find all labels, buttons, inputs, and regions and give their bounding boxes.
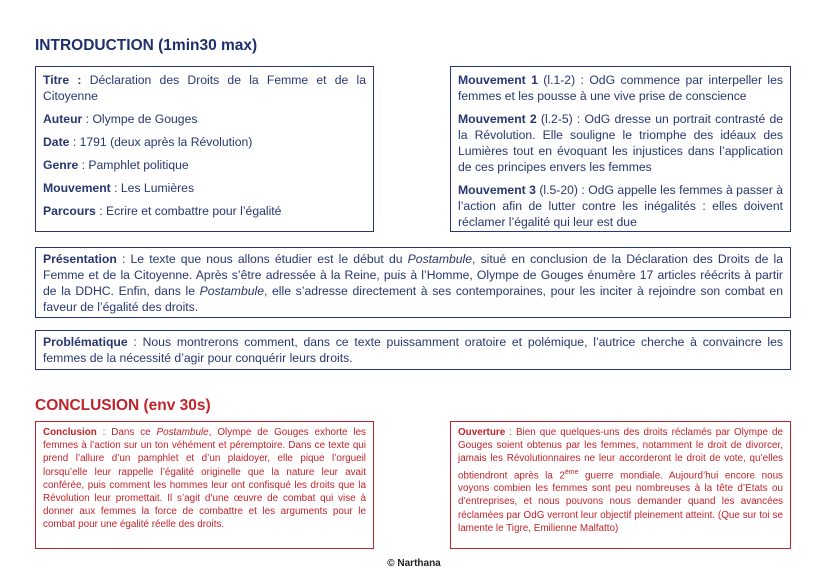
footer-credit: © Narthana [387,558,441,569]
introduction-heading: INTRODUCTION (1min30 max) [35,37,258,54]
date-label: Date [43,135,70,149]
conclusion-label: Conclusion [43,427,97,438]
problematique-box [35,330,791,370]
ouverture-sup: ème [564,468,579,476]
presentation-italic-2: Postambule [199,284,264,298]
genre-label: Genre [43,158,79,172]
mouvement-line [43,180,366,196]
parcours-line [43,203,366,219]
conclusion-text-2: , Olympe de Gouges exhorte les femmes à l’action sur un ton véhément et péremptoire. Dans ce texte qui prend l’allure d’un pamphlet et d’un plaidoyer, elle pique l’orgueil lorsqu’elle leur rappelle l’égalité originelle que la nature leur avait conférée, puis comment les hommes leur ont confisqué les droits que la Révolution leur promettait. Il s’agit d’une œuvre de combat qui vise à donner aux femmes la force de combattre et les arguments pour le combat pour une égalité réelle des droits. [43,427,366,531]
movement-2 [458,111,783,175]
titre-value: Déclaration des Droits de la Femme et de la Citoyenne [43,73,367,103]
movement-3-text: (l.5-20) : OdG appelle les femmes à passer à l’action afin de lutter contre les inégalités : elles doivent réclamer l’égalité qui leur est due [458,183,783,229]
presentation-text-1: : Le texte que nous allons étudier est le début du [116,252,408,266]
movement-3 [458,182,783,230]
date-line [43,134,366,150]
work-info-box [35,66,374,232]
parcours-value: : Ecrire et combattre pour l’égalité [99,204,282,218]
problematique-label: Problématique [43,335,128,349]
ouverture-box [450,421,791,549]
presentation-box [35,247,791,318]
movement-2-text: (l.2-5) : OdG dresse un portrait contrasté de la Révolution. Elle souligne le triomphe des idéaux des Lumières tout en évoquant les injustices dans l’application de ces principes envers les femmes [458,112,783,174]
mouvement-label: Mouvement [43,181,111,195]
movements-box [450,66,791,232]
ouverture-label: Ouverture [458,427,506,438]
date-value: : 1791 (deux après la Révolution) [72,135,253,149]
auteur-value: : Olympe de Gouges [85,112,198,126]
mouvement-value: : Les Lumières [114,181,195,195]
genre-line [43,157,366,173]
movement-3-label: Mouvement 3 [458,183,536,197]
movement-2-label: Mouvement 2 [458,112,537,126]
genre-value: : Pamphlet politique [81,158,189,172]
conclusion-box [35,421,374,549]
movement-1-label: Mouvement 1 [458,73,538,87]
movement-1-text: (l.1-2) : OdG commence par interpeller les femmes et les pousse à une vive prise de conscience [458,73,783,103]
titre-label: Titre : [43,73,82,87]
parcours-label: Parcours [43,204,96,218]
titre-line [43,72,366,104]
problematique-text: : Nous montrerons comment, dans ce texte puissamment oratoire et polémique, l’autrice cherche à convaincre les femmes de la nécessité d’agir pour conquérir leurs droits. [43,335,783,365]
auteur-label: Auteur [43,112,83,126]
ouverture-text-2: guerre mondiale. Aujourd’hui encore nous voyons combien les femmes sont peu nombreuses à la tête d’Etats ou d’entreprises, et nous pouvons nous demander quand les avancées réclamées par OdG verront leur objectif pleinement atteint. (Que sur toi se lamente le Tigre, Emilienne Malfatto) [458,469,783,534]
presentation-text-2: , situé en conclusion de la Déclaration des Droits de la Femme et de la Citoyenne. Après s’être adressée à la Reine, puis à l’Homme, Olympe de Gouges énumère 17 articles réécrits à partir de la DDHC. Enfin, dans le [43,252,784,298]
presentation-italic-1: Postambule [407,252,473,266]
conclusion-italic: Postambule [156,427,209,438]
movement-1 [458,72,783,104]
presentation-text-3: , elle s’adresse directement à ses contemporaines, pour les inciter à rejoindre son combat en faveur de l’égalité des droits. [43,284,783,314]
ouverture-text-1: : Bien que quelques-uns des droits réclamés par Olympe de Gouges soient obtenus par les femmes, notamment le droit de divorcer, jamais les Révolutionnaires ne leur accorderont le droit de vote, qu’elles obtiendront après la 2 [458,427,783,481]
presentation-label: Présentation [43,252,117,266]
conclusion-text-1: : Dans ce [96,427,157,438]
auteur-line [43,111,366,127]
conclusion-heading: CONCLUSION (env 30s) [35,397,211,414]
